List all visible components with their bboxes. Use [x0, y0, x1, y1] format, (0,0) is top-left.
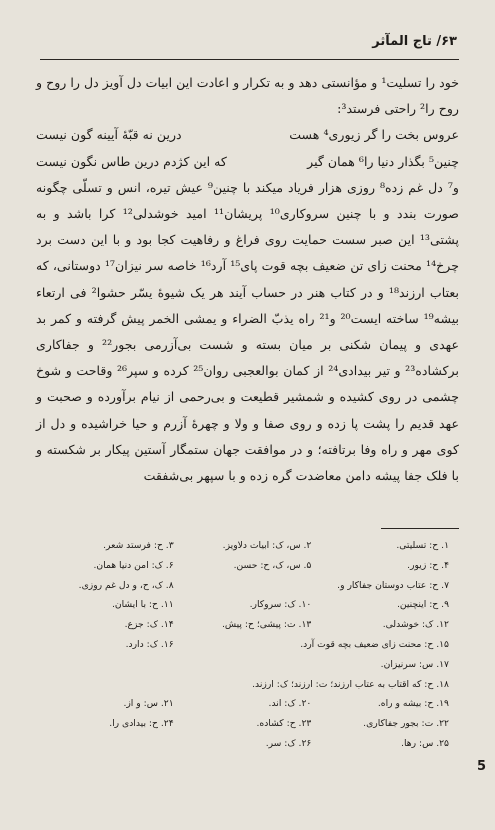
footnote: ۱۴. ک: جزع.: [124, 619, 174, 631]
paragraph-2: و⁷ دل غم زده⁸ روزی هزار فریاد میکند با چنین⁹ عیش تیره، انس و تسلّی چگونه صورت بندد و با چنین سروکاری¹⁰ پریشان¹¹ امید خوشدلی¹² کرا باشد و به پشتی¹³ این صبر سست حمایت روی فراغ و رفاهیت کجا بود و با این دست برد چرخ¹⁴ محنت زای تن ضعیف بچه قوت پای¹⁵ آرد¹⁶ خاصه سر نیزان¹⁷ دوستانی، که بعتاب ارزند¹⁸ و در کتاب هنر در حساب آیند هر یک شیوهٔ یسّر حشوا² فی ارتعاء بیشه¹⁹ ساخته ایست²⁰ و²¹ راه یذبّ الضراء و یمشی الخمر پیش گرفته و کمر بد عهدی و پیمان شکنی بر میان بسته و شست بی‌آزرمی بجور²² و جفاکاری برکشاده²³ و تیر بیدادی²⁴ از کمان بوالعجبی روان²⁵ کرده و سپر²⁶ وقاحت و شوخ چشمی در روی کشیده و شمشیر قطیعت و بی‌رحمی از نیام برآورده و صحبت و عهد قدیم را پشت پا زده و روی صفا و ولا و چهرهٔ آزرم و حیا خراشیده و دل از کوی مهر و راه وفا برتافته؛ و در موافقت جهان ستمگار آستین پیکار بر شکسته و با فلک جفا پیشه دامن معاضدت گره زده و با سپهر بی‌شفقت: [36, 179, 460, 484]
footnote: ۱۹. ح: بیشه و راه.: [377, 698, 449, 710]
verse-1-second-hemistich: درین نه قبّهٔ آیینه گون نیست: [36, 127, 182, 143]
footnote: ۳. ح: فرستد شعر.: [103, 540, 174, 551]
footnote-rule: [381, 528, 459, 529]
verse-2-second-hemistich: که این کژدم درین طاس نگون نیست: [36, 153, 227, 169]
footnote: ۲۰. ک: اند.: [268, 698, 312, 710]
footnote: ۲۳. ح: کشاده.: [256, 718, 312, 730]
footnote: ۱۰. ک: سروکار.: [249, 599, 312, 611]
footnote: ۲. س، ک: ابیات دلاویز.: [222, 540, 312, 551]
poem: [36, 122, 459, 174]
footnote: ۱۲. ک: خوشدلی.: [382, 619, 449, 631]
running-header: ۶۳/ تاج المآثر: [372, 34, 457, 49]
footnote: ۲۶. ک: سر.: [265, 737, 312, 749]
footnote: ۲۴. ح: بیدادی را.: [109, 718, 174, 730]
footnote: ۷. ح: عتاب دوستان جفاکار و.: [337, 579, 449, 591]
footnote: ۸. ک، ح، و دل غم روزی.: [78, 579, 174, 591]
footnote: ۱۱. ح: با ایشان.: [111, 599, 174, 611]
footnote: ۵. س، ک، ح: حسن.: [233, 559, 312, 571]
verse-1-first-hemistich: عروس بخت را گر زیوری⁴ هست: [289, 127, 459, 143]
footnote: ۹. ح: اینچنین.: [397, 599, 449, 611]
folio-number: 5: [477, 759, 487, 774]
footnote: ۱۸. ح: که اقتاب به عتاب ارزند؛ ت: ارزند؛ ک: ارزند.: [252, 678, 449, 690]
main-text: [36, 70, 459, 489]
paragraph-1: خود را تسلیت¹ و مؤانستی دهد و به تکرار و اعادت این ابیات دل آویز دل را روح و روح را² راحتی فرستد³:: [36, 75, 459, 117]
footnote: ۱۶. ک: دارد.: [125, 638, 174, 650]
footnote: ۱۷. س: سرنیزان.: [380, 658, 449, 670]
footnotes: [36, 536, 449, 754]
footnote: ۱۳. ت: پیشی؛ ح: پیش.: [222, 619, 312, 631]
footnote: ۱۵. ح: محنت زای ضعیف بچه قوت آرد.: [300, 638, 449, 650]
footnote: ۲۵. س: رها.: [401, 737, 449, 749]
footnote: ۱. ح: تسلیتی.: [396, 540, 449, 551]
footnote: ۶. ک: امن دنیا همان.: [93, 559, 174, 571]
footnote: ۲۲. ت: بجور جفاکاری.: [363, 718, 449, 730]
verse-2-first-hemistich: چنین⁵ بگذار دنیا را⁶ همان گیر: [307, 153, 459, 169]
footnote: ۲۱. س: و از.: [123, 698, 174, 710]
header-rule: [40, 59, 459, 60]
footnote: ۴. ح: زیور.: [407, 559, 449, 571]
